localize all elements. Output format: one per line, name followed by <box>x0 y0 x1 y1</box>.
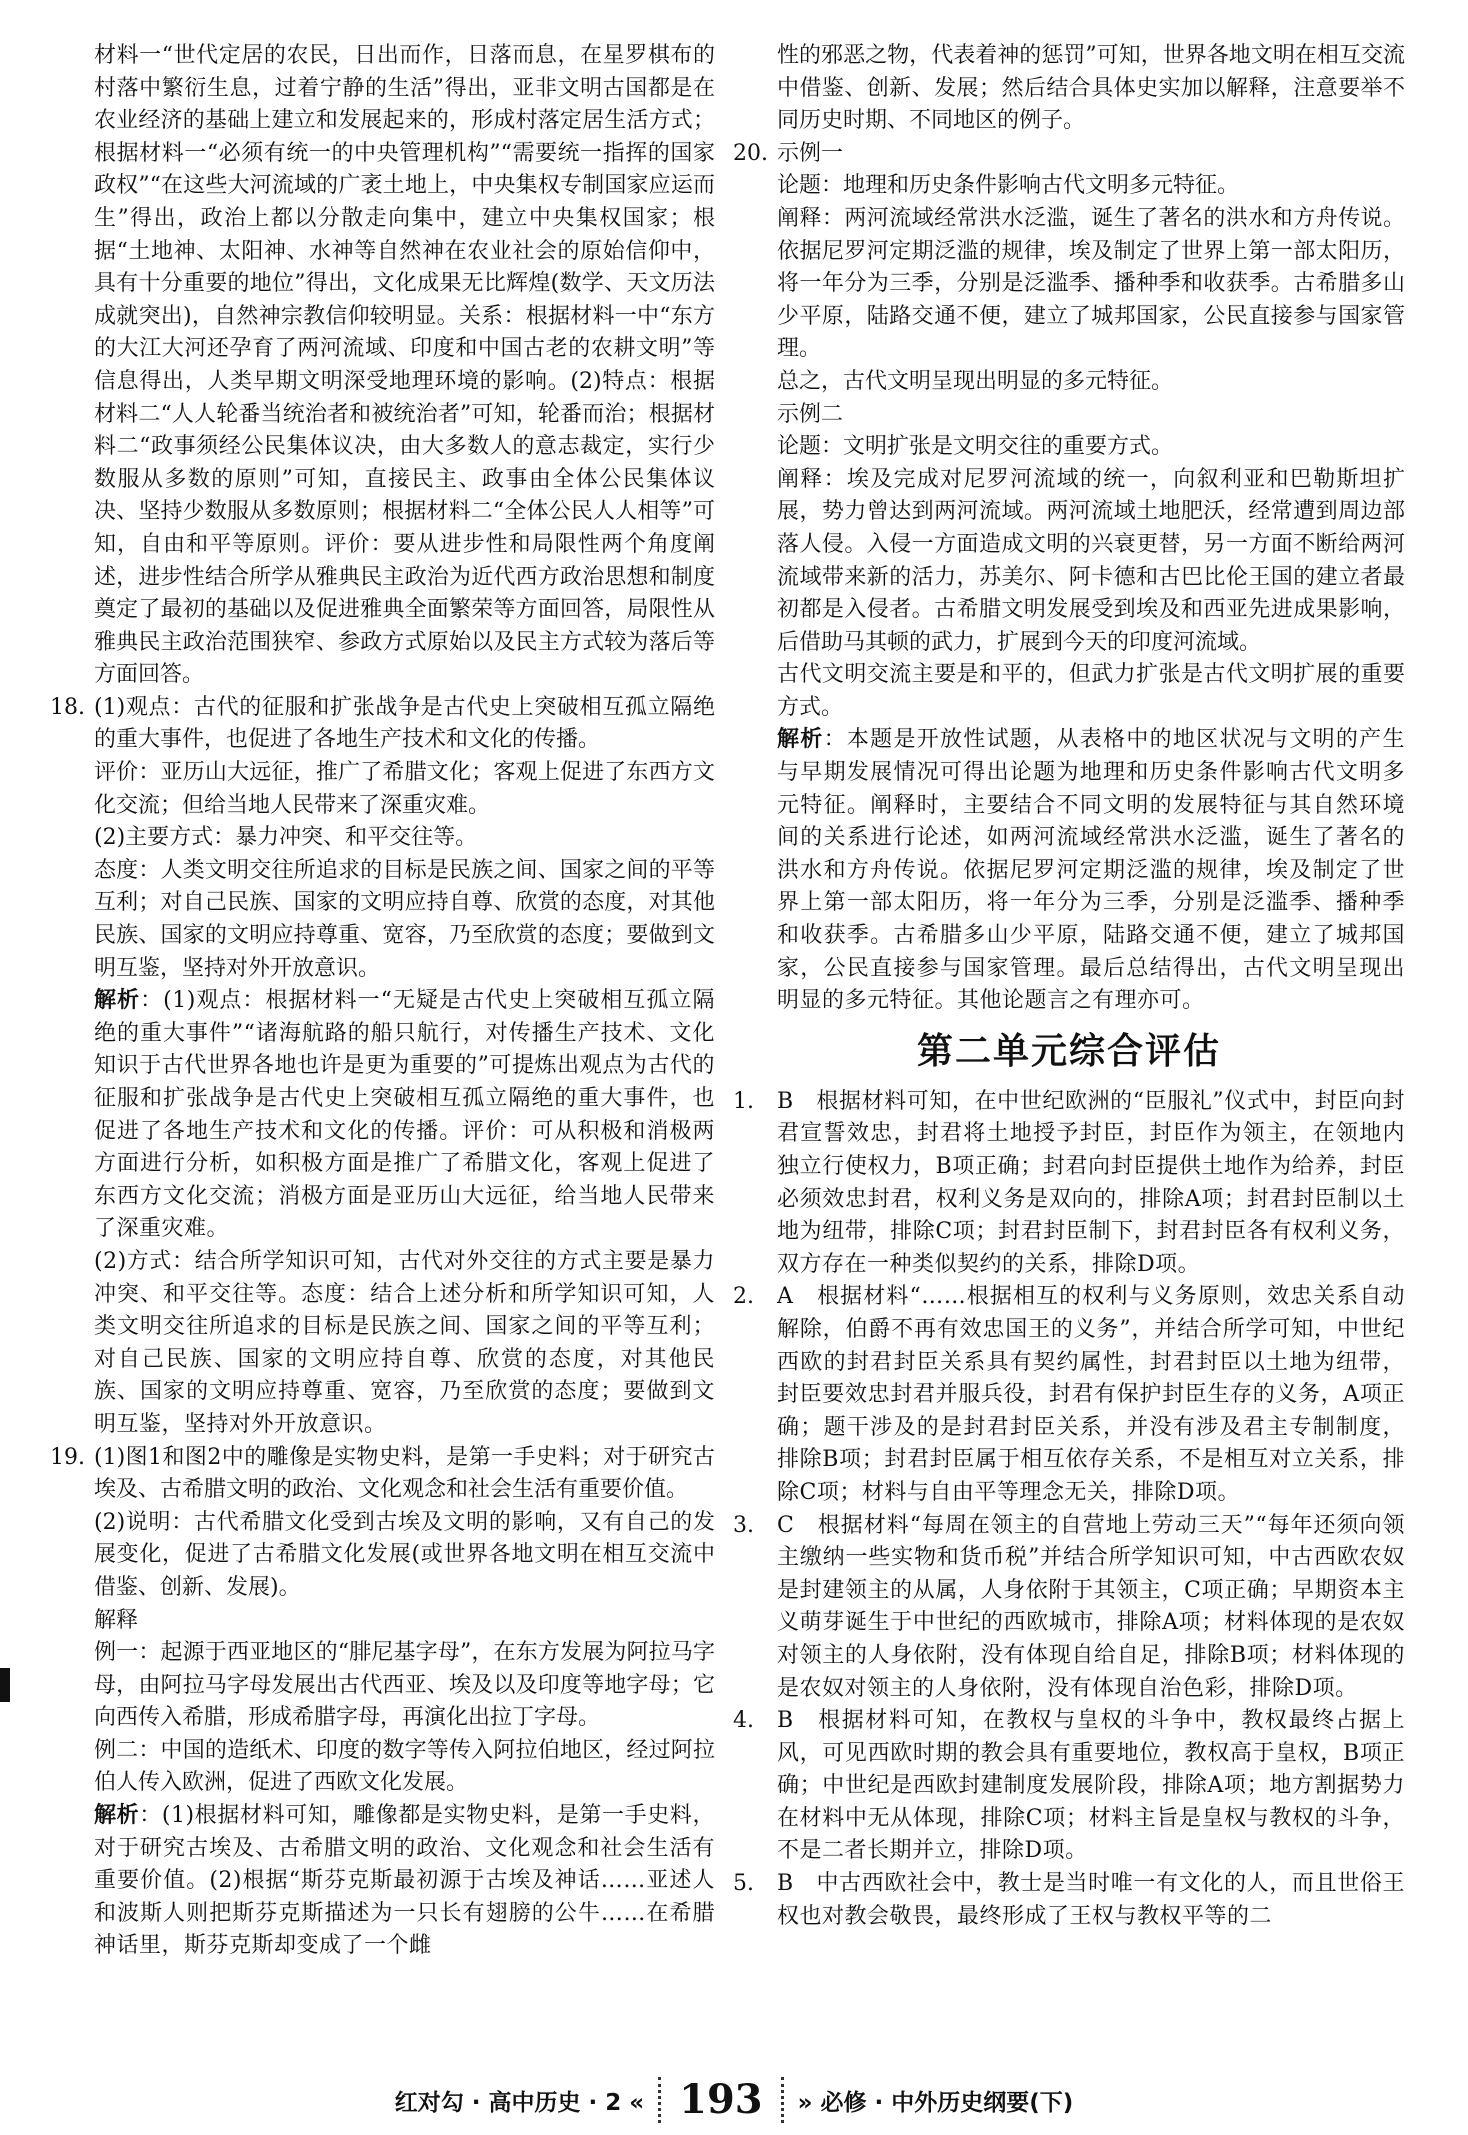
question-number: 2. <box>733 1284 754 1310</box>
explanation: 解析：(1)根据材料可知，雕像都是实物史料，是第一手史料，对于研究古埃及、古希腊文明的政治、文化观念和社会生活有重要价值。(2)根据“斯芬克斯最初源于古埃及神话……亚述人和波斯人则把斯芬克斯描述为一只长有翅膀的公牛……在希腊神话里，斯芬克斯却变成了一个雌 <box>94 1803 715 1959</box>
question-number: 4. <box>733 1708 754 1734</box>
explanation-label: 解析 <box>94 1803 140 1829</box>
question-number: 20. <box>733 140 768 166</box>
answer-paragraph: B 根据材料可知，在教权与皇权的斗争中，教权最终占据上风，可见西欧时期的教会具有重要地位，教权高于皇权，B项正确；中世纪是西欧封建制度发展阶段，排除A项；地方割据势力在材料中无从体现，排除C项；材料主旨是皇权与教权的斗争，不是二者长期并立，排除D项。 <box>777 1708 1405 1864</box>
mc-item-1 <box>733 1086 1405 1282</box>
q19-continuation: 性的邪恶之物，代表着神的惩罚”可知，世界各地文明在相互交流中借鉴、创新、发展；然后结合具体史实加以解释，注意要举不同历史时期、不同地区的例子。 <box>777 43 1405 134</box>
mc-item-5 <box>733 1868 1405 1933</box>
answer-paragraph: 阐释：埃及完成对尼罗河流域的统一，向叙利亚和巴勒斯坦扩展，势力曾达到两河流域。两河流域土地肥沃，经常遭到周边部落人侵。入侵一方面造成文明的兴衰更替，另一方面不断给两河流域带来新的活力，苏美尔、阿卡德和古巴比伦王国的建立者最初都是入侵者。古希腊文明发展受到埃及和西亚先进成果影响，后借助马其顿的武力，扩展到今天的印度河流域。 <box>777 466 1405 655</box>
question-18 <box>50 692 715 1442</box>
answer-paragraph: 解释 <box>94 1607 139 1633</box>
answer-paragraph: B 中古西欧社会中，教士是当时唯一有文化的人，而且世俗王权也对教会敬畏，最终形成了王权与教权平等的二 <box>777 1871 1405 1929</box>
answer-paragraph: C 根据材料“每周在领主的自营地上劳动三天”“每年还须向领主缴纳一些实物和货币税”并结合所学知识可知，中古西欧农奴是封建领主的从属，人身依附于其领主，C项正确；早期资本主义萌芽诞生于中世纪的西欧城市，排除A项；材料体现的是农奴对领主的人身依附，没有体现自给自足，排除B项；材料体现的是农奴对领主的人身依附，没有体现自治色彩，排除D项。 <box>777 1512 1405 1701</box>
left-column <box>50 40 715 1963</box>
answer-paragraph: 论题：地理和历史条件影响古代文明多元特征。 <box>777 173 1240 199</box>
page-footer <box>0 2075 1468 2125</box>
question-number: 18. <box>50 694 85 720</box>
explanation-label: 解析 <box>777 727 824 753</box>
question-number: 19. <box>50 1444 85 1470</box>
answer-paragraph: (1)观点：古代的征服和扩张战争是古代史上突破相互孤立隔绝的重大事件，也促进了各地生产技术和文化的传播。 <box>94 694 715 753</box>
right-column <box>733 40 1405 1933</box>
binding-edge-mark <box>0 1668 10 1702</box>
footer-course-title: » 必修 · 中外历史纲要(下) <box>797 2089 1074 2116</box>
page-number: 193 <box>658 2077 784 2123</box>
answer-paragraph: (2)主要方式：暴力冲突、和平交往等。 <box>94 825 478 851</box>
question-20 <box>733 138 1405 1018</box>
answer-paragraph: (2)说明：古代希腊文化受到古埃及文明的影响，又有自己的发展变化，促进了古希腊文化发展(或世界各地文明在相互交流中借鉴、创新、发展)。 <box>94 1509 715 1600</box>
answer-paragraph: 态度：人类文明交往所追求的目标是民族之间、国家之间的平等互利；对自己民族、国家的文明应持自尊、欣赏的态度，对其他民族、国家的文明应持尊重、宽容，乃至欣赏的态度；要做到文明互鉴，坚持对外开放意识。 <box>94 857 715 981</box>
explanation: (2)方式：结合所学知识可知，古代对外交往的方式主要是暴力冲突、和平交往等。态度：结合上述分析和所学知识可知，人类文明交往所追求的目标是民族之间、国家之间的平等互利；对自己民族、国家的文明应持自尊、欣赏的态度，对其他民族、国家的文明应持尊重、宽容，乃至欣赏的态度；要做到文明互鉴，坚持对外开放意识。 <box>94 1248 715 1437</box>
q17-continuation: 材料一“世代定居的农民，日出而作，日落而息，在星罗棋布的村落中繁衍生息，过着宁静的生活”得出，亚非文明古国都是在农业经济的基础上建立和发展起来的，形成村落定居生活方式；根据材料一“必须有统一的中央管理机构”“需要统一指挥的国家政权”“在这些大河流域的广袤土地上，中央集权专制国家应运而生”得出，政治上都以分散走向集中，建立中央集权国家；根据“土地神、太阳神、水神等自然神在农业社会的原始信仰中，具有十分重要的地位”得出，文化成果无比辉煌(数学、天文历法成就突出)，自然神宗教信仰较明显。关系：根据材料一中“东方的大江大河还孕育了两河流域、印度和中国古老的农耕文明”等信息得出，人类早期文明深受地理环境的影响。(2)特点：根据材料二“人人轮番当统治者和被统治者”可知，轮番而治；根据材料二“政事须经公民集体议决，由大多数人的意志裁定，实行少数服从多数的原则”可知，直接民主、政事由全体公民集体议决、坚持少数服从多数原则；根据材料二“全体公民人人相等”可知，自由和平等原则。评价：要从进步性和局限性两个角度阐述，进步性结合所学从雅典民主政治为近代西方政治思想和制度奠定了最初的基础以及促进雅典全面繁荣等方面回答，局限性从雅典民主政治范围狭窄、参政方式原始以及民主方式较为落后等方面回答。 <box>94 43 715 688</box>
question-number: 1. <box>733 1088 754 1114</box>
answer-paragraph: 评价：亚历山大远征，推广了希腊文化；客观上促进了东西方文化交流；但给当地人民带来了深重灾难。 <box>94 760 715 818</box>
section-title: 第二单元综合评估 <box>916 1030 1221 1072</box>
answer-paragraph: 阐释：两河流域经常洪水泛滥，诞生了著名的洪水和方舟传说。依据尼罗河定期泛滥的规律，埃及制定了世界上第一部太阳历，将一年分为三季，分别是泛滥季、播种季和收获季。古希腊多山少平原，陆路交通不便，建立了城邦国家，公民直接参与国家管理。 <box>777 205 1405 362</box>
question-number: 5. <box>733 1871 754 1897</box>
answer-paragraph: (1)图1和图2中的雕像是实物史料，是第一手史料；对于研究古埃及、古希腊文明的政治、文化观念和社会生活有重要价值。 <box>94 1444 715 1503</box>
answer-paragraph: 示例一 <box>777 140 844 166</box>
answer-paragraph: 示例二 <box>777 401 844 427</box>
answer-paragraph: 例二：中国的造纸术、印度的数字等传入阿拉伯地区，经过阿拉伯人传入欧洲，促进了西欧文化发展。 <box>94 1737 715 1796</box>
explanation: 解析：(1)观点：根据材料一“无疑是古代史上突破相互孤立隔绝的重大事件”“诸海航路的船只航行，对传播生产技术、文化知识于古代世界各地也许是更为重要的”可提炼出观点为古代的征服和扩张战争是古代史上突破相互孤立隔绝的重大事件，也促进了各地生产技术和文化的传播。评价：可从积极和消极两方面进行分析，如积极方面是推广了希腊文化，客观上促进了东西方文化交流；消极方面是亚历山大远征，给当地人民带来了深重灾难。 <box>94 988 715 1242</box>
answer-paragraph: 例一：起源于西亚地区的“腓尼基字母”，在东方发展为阿拉马字母，由阿拉马字母发展出古代西亚、埃及以及印度等地字母；它向西传入希腊，形成希腊字母，再演化出拉丁字母。 <box>94 1640 715 1731</box>
answer-paragraph: 总之，古代文明呈现出明显的多元特征。 <box>777 368 1174 394</box>
mc-item-3 <box>733 1510 1405 1706</box>
answer-paragraph: A 根据材料“……根据相互的权利与义务原则，效忠关系自动解除，伯爵不再有效忠国王的义务”，并结合所学可知，中世纪西欧的封君封臣关系具有契约属性，封君封臣以土地为纽带，封臣要效忠封君并服兵役，封君有保护封臣生存的义务，A项正确；题干涉及的是封君封臣关系，并没有涉及君主专制制度，排除B项；封君封臣属于相互依存关系，不是相互对立关系，排除C项；材料与自由平等理念无关，排除D项。 <box>777 1284 1405 1505</box>
answer-paragraph: 古代文明交流主要是和平的，但武力扩张是古代文明扩展的重要方式。 <box>777 662 1405 720</box>
mc-item-2 <box>733 1281 1405 1509</box>
question-19 <box>50 1442 715 1964</box>
question-number: 3. <box>733 1512 754 1538</box>
mc-item-4 <box>733 1705 1405 1868</box>
answer-paragraph: 论题：文明扩张是文明交往的重要方式。 <box>777 434 1174 460</box>
answer-paragraph: B 根据材料可知，在中世纪欧洲的“臣服礼”仪式中，封臣向封君宣誓效忠，封君将土地授予封臣，封臣作为领主，在领地内独立行使权力，B项正确；封君向封臣提供土地作为给养，封臣必须效忠封君，权利义务是双向的，排除A项；封君封臣制以土地为纽带，排除C项；封君封臣制下，封君封臣各有权利义务，双方存在一种类似契约的关系，排除D项。 <box>777 1088 1405 1277</box>
footer-book-title: 红对勾 · 高中历史 · 2 « <box>394 2089 645 2116</box>
explanation: 解析：本题是开放性试题，从表格中的地区状况与文明的产生与早期发展情况可得出论题为地理和历史条件影响古代文明多元特征。阐释时，主要结合不同文明的发展特征与其自然环境间的关系进行论述，如两河流域经常洪水泛滥，诞生了著名的洪水和方舟传说。依据尼罗河定期泛滥的规律，埃及制定了世界上第一部太阳历，将一年分为三季，分别是泛滥季、播种季和收获季。古希腊多山少平原，陆路交通不便，建立了城邦国家，公民直接参与国家管理。最后总结得出，古代文明呈现出明显的多元特征。其他论题言之有理亦可。 <box>777 727 1405 1014</box>
explanation-label: 解析 <box>94 988 141 1014</box>
